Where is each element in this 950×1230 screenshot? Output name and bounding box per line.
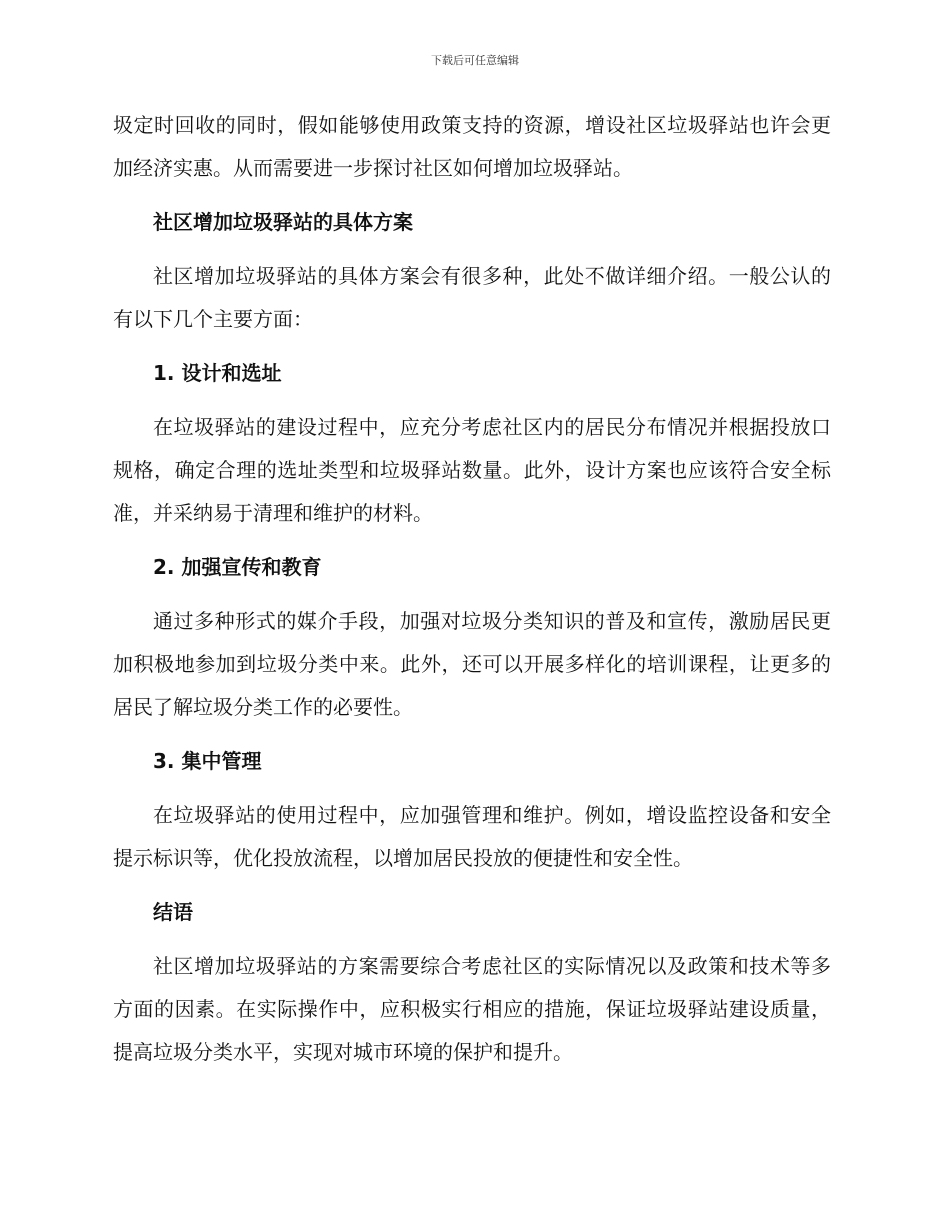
item-title-design: 1. 设计和选址: [153, 361, 282, 385]
item-body-promotion: 通过多种形式的媒介手段，加强对垃圾分类知识的普及和宣传，激励居民更加积极地参加到垃圾分类中来。此外，还可以开展多样化的培训课程，让更多的居民了解垃圾分类工作的必要性。: [113, 609, 831, 719]
item-body-management: 在垃圾驿站的使用过程中，应加强管理和维护。例如，增设监控设备和安全提示标识等，优化投放流程，以增加居民投放的便捷性和安全性。: [113, 803, 831, 870]
spacer: [113, 190, 831, 201]
item-title-management: 3. 集中管理: [153, 749, 262, 773]
section-title: 社区增加垃圾驿站的具体方案: [153, 210, 413, 234]
spacer: [113, 783, 831, 794]
spacer: [113, 535, 831, 546]
page-header-note: 下载后可任意编辑: [431, 54, 519, 67]
item-title-promotion: 2. 加强宣传和教育: [153, 555, 322, 579]
spacer: [113, 880, 831, 891]
conclusion-paragraph: 社区增加垃圾驿站的方案需要综合考虑社区的实际情况以及政策和技术等多方面的因素。在实际操作中，应积极实行相应的措施，保证垃圾驿站建设质量，提高垃圾分类水平，实现对城市环境的保护和提升。: [113, 954, 831, 1064]
section-paragraph: 社区增加垃圾驿站的具体方案会有很多种，此处不做详细介绍。一般公认的有以下几个主要方面：: [113, 264, 831, 331]
item-body-design: 在垃圾驿站的建设过程中，应充分考虑社区内的居民分布情况并根据投放口规格，确定合理的选址类型和垃圾驿站数量。此外，设计方案也应该符合安全标准，并采纳易于清理和维护的材料。: [113, 415, 831, 525]
document-body: [113, 104, 831, 1074]
spacer: [113, 729, 831, 740]
spacer: [113, 589, 831, 600]
spacer: [113, 395, 831, 406]
spacer: [113, 341, 831, 352]
conclusion-title: 结语: [153, 900, 193, 924]
spacer: [113, 934, 831, 945]
spacer: [113, 244, 831, 255]
intro-paragraph: 圾定时回收的同时，假如能够使用政策支持的资源，增设社区垃圾驿站也许会更加经济实惠。从而需要进一步探讨社区如何增加垃圾驿站。: [113, 113, 831, 180]
